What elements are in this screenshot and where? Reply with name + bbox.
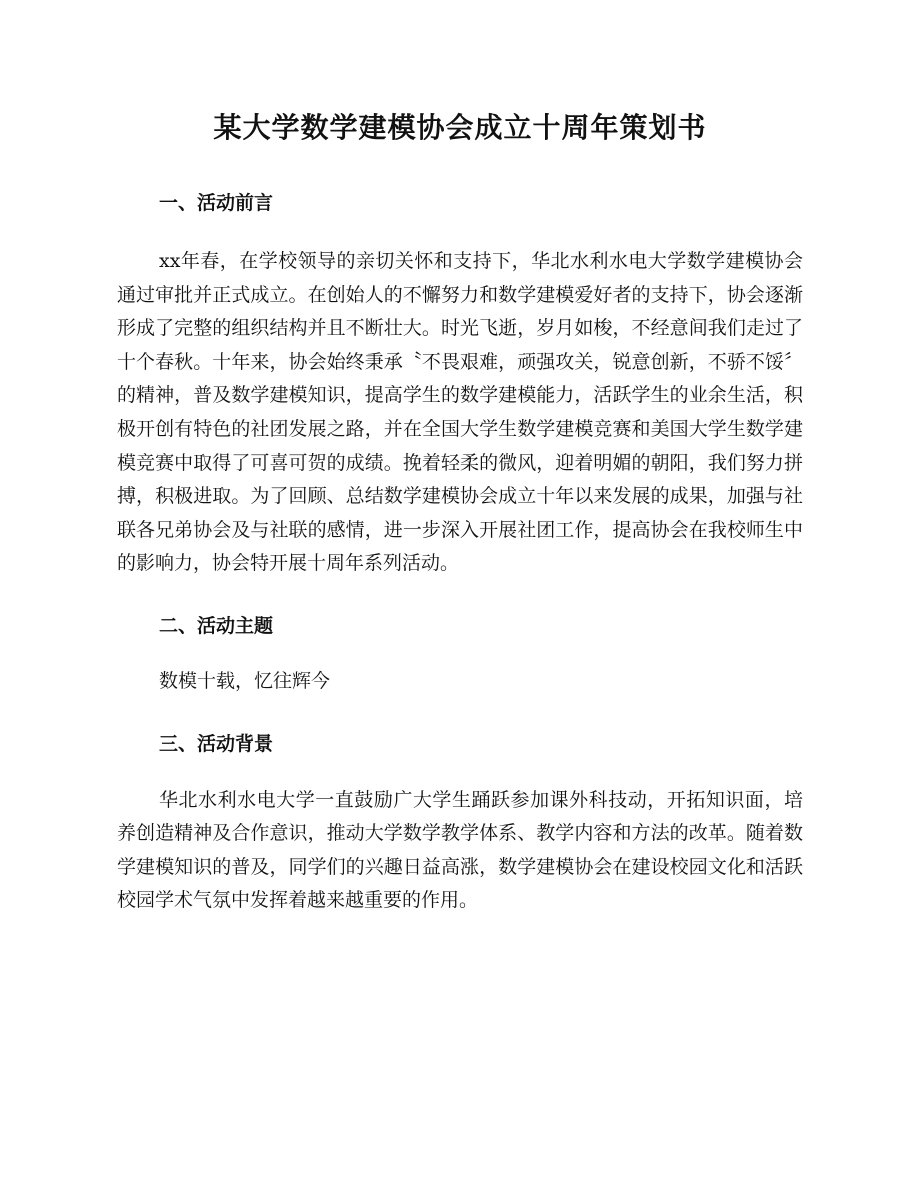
section-background	[117, 729, 803, 918]
section-heading-background: 三、活动背景	[159, 732, 274, 755]
section-paragraph-background: 华北水利水电大学一直鼓励广大学生踊跃参加课外科技动，开拓知识面，培养创造精神及合作意识，推动大学数学教学体系、教学内容和方法的改革。随着数学建模知识的普及，同学们的兴趣日益高涨，数学建模协会在建设校园文化和活跃校园学术气氛中发挥着越来越重要的作用。	[117, 788, 803, 912]
section-heading-theme: 二、活动主题	[159, 614, 274, 637]
section-heading-preface: 一、活动前言	[159, 192, 274, 214]
section-paragraph-theme: 数模十载，忆往辉今	[159, 669, 331, 692]
section-paragraph-preface: xx年春，在学校领导的亲切关怀和支持下，华北水利水电大学数学建模协会通过审批并正式成立。在创始人的不懈努力和数学建模爱好者的支持下，协会逐渐形成了完整的组织结构并且不断壮大。时光飞逝，岁月如梭，不经意间我们走过了十个春秋。十年来，协会始终秉承〝不畏艰难，顽强攻关，锐意创新，不骄不馁〞的精神，普及数学建模知识，提高学生的数学建模能力，活跃学生的业余生活，积极开创有特色的社团发展之路，并在全国大学生数学建模竞赛和美国大学生数学建模竞赛中取得了可喜可贺的成绩。挽着轻柔的微风，迎着明媚的朝阳，我们努力拼搏，积极进取。为了回顾、总结数学建模协会成立十年以来发展的成果，加强与社联各兄弟协会及与社联的感情，进一步深入开展社团工作，提高协会在我校师生中的影响力，协会特开展十周年系列活动。	[117, 250, 803, 575]
document-title: 某大学数学建模协会成立十周年策划书	[213, 111, 707, 144]
section-theme	[117, 611, 803, 699]
section-preface	[117, 188, 803, 581]
